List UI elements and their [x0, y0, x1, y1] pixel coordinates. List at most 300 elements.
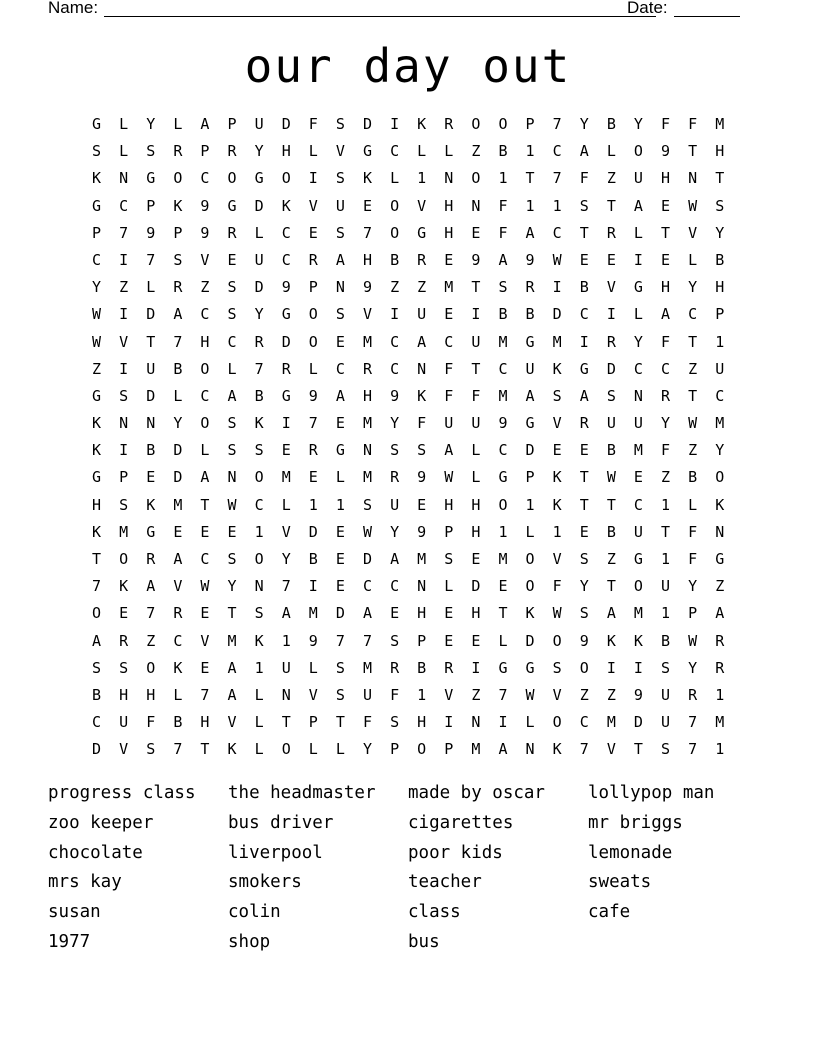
grid-letter[interactable]: 9 [308, 386, 318, 405]
grid-letter[interactable]: M [308, 604, 318, 623]
grid-letter[interactable]: Y [579, 115, 589, 133]
grid-letter[interactable]: M [444, 278, 454, 297]
grid-letter[interactable]: K [552, 468, 562, 487]
grid-letter[interactable]: 1 [254, 658, 264, 677]
grid-letter[interactable]: S [254, 441, 264, 460]
grid-letter[interactable]: D [146, 386, 156, 405]
grid-letter[interactable]: E [308, 223, 318, 242]
grid-letter[interactable]: S [254, 604, 264, 623]
grid-letter[interactable]: U [606, 414, 616, 433]
grid-letter[interactable]: M [633, 604, 643, 623]
grid-letter[interactable]: V [173, 577, 183, 596]
grid-letter[interactable]: R [173, 604, 183, 623]
grid-letter[interactable]: R [606, 332, 616, 351]
grid-letter[interactable]: S [362, 495, 372, 514]
grid-letter[interactable]: Z [606, 685, 616, 704]
grid-letter[interactable]: 9 [661, 142, 671, 161]
grid-letter[interactable]: D [281, 332, 291, 351]
grid-letter[interactable]: F [498, 196, 508, 215]
grid-letter[interactable]: M [119, 522, 129, 541]
grid-letter[interactable]: C [362, 577, 372, 596]
grid-letter[interactable]: V [688, 223, 698, 242]
grid-letter[interactable]: 7 [173, 332, 183, 351]
grid-letter[interactable]: V [606, 278, 616, 297]
grid-letter[interactable]: 7 [362, 223, 372, 242]
grid-letter[interactable]: P [688, 604, 698, 623]
grid-letter[interactable]: A [362, 604, 372, 623]
grid-letter[interactable]: P [92, 223, 102, 242]
grid-letter[interactable]: D [606, 359, 616, 378]
grid-letter[interactable]: G [92, 196, 102, 215]
grid-letter[interactable]: U [254, 115, 264, 133]
grid-letter[interactable]: D [471, 577, 481, 596]
grid-letter[interactable]: E [444, 604, 454, 623]
grid-letter[interactable]: G [417, 223, 427, 242]
grid-letter[interactable]: P [308, 278, 318, 297]
grid-letter[interactable]: U [633, 169, 643, 188]
grid-letter[interactable]: M [227, 631, 237, 650]
grid-letter[interactable]: R [173, 142, 183, 161]
grid-letter[interactable]: D [173, 468, 183, 487]
grid-letter[interactable]: Y [92, 278, 102, 297]
grid-letter[interactable]: 7 [119, 223, 129, 242]
grid-letter[interactable]: G [498, 468, 508, 487]
grid-letter[interactable]: O [200, 359, 210, 378]
grid-letter[interactable]: G [227, 196, 237, 215]
grid-letter[interactable]: E [335, 577, 345, 596]
grid-letter[interactable]: B [606, 115, 616, 133]
grid-letter[interactable]: P [200, 142, 210, 161]
grid-letter[interactable]: B [254, 386, 264, 405]
grid-letter[interactable]: O [146, 658, 156, 677]
grid-letter[interactable]: N [119, 414, 129, 433]
grid-letter[interactable]: 1 [498, 169, 508, 188]
grid-letter[interactable]: N [471, 196, 481, 215]
grid-letter[interactable]: F [362, 713, 372, 732]
grid-letter[interactable]: B [390, 250, 400, 269]
grid-letter[interactable]: R [688, 685, 698, 704]
grid-letter[interactable]: U [525, 359, 535, 378]
grid-letter[interactable]: V [335, 142, 345, 161]
grid-letter[interactable]: H [715, 278, 725, 297]
grid-letter[interactable]: Z [417, 278, 427, 297]
grid-letter[interactable]: Y [390, 522, 400, 541]
grid-letter[interactable]: E [200, 604, 210, 623]
grid-letter[interactable]: K [227, 740, 237, 759]
grid-letter[interactable]: A [146, 577, 156, 596]
grid-letter[interactable]: K [362, 169, 372, 188]
grid-letter[interactable]: A [715, 604, 725, 623]
grid-letter[interactable]: A [661, 305, 671, 324]
grid-letter[interactable]: O [227, 169, 237, 188]
grid-letter[interactable]: R [173, 278, 183, 297]
grid-letter[interactable]: U [661, 577, 671, 596]
grid-letter[interactable]: K [173, 196, 183, 215]
grid-letter[interactable]: F [146, 713, 156, 732]
grid-letter[interactable]: M [173, 495, 183, 514]
grid-letter[interactable]: W [525, 685, 535, 704]
grid-letter[interactable]: S [335, 223, 345, 242]
grid-letter[interactable]: V [119, 332, 129, 351]
grid-letter[interactable]: Z [200, 278, 210, 297]
grid-letter[interactable]: 7 [254, 359, 264, 378]
grid-letter[interactable]: Z [715, 577, 725, 596]
grid-letter[interactable]: Y [661, 414, 671, 433]
grid-letter[interactable]: U [633, 414, 643, 433]
grid-letter[interactable]: H [471, 495, 481, 514]
grid-letter[interactable]: I [606, 305, 616, 324]
grid-letter[interactable]: C [254, 495, 264, 514]
grid-letter[interactable]: C [200, 550, 210, 568]
grid-letter[interactable]: E [417, 495, 427, 514]
grid-letter[interactable]: K [146, 495, 156, 514]
grid-letter[interactable]: Z [579, 685, 589, 704]
grid-letter[interactable]: E [227, 250, 237, 269]
grid-letter[interactable]: N [227, 468, 237, 487]
grid-letter[interactable]: R [308, 441, 318, 460]
grid-letter[interactable]: O [281, 169, 291, 188]
grid-letter[interactable]: L [633, 305, 643, 324]
grid-letter[interactable]: 1 [661, 604, 671, 623]
grid-letter[interactable]: C [661, 359, 671, 378]
grid-letter[interactable]: T [335, 713, 345, 732]
grid-letter[interactable]: H [281, 142, 291, 161]
grid-letter[interactable]: 1 [552, 196, 562, 215]
grid-letter[interactable]: Y [390, 414, 400, 433]
grid-letter[interactable]: R [227, 223, 237, 242]
grid-letter[interactable]: N [417, 359, 427, 378]
grid-letter[interactable]: 7 [146, 250, 156, 269]
grid-letter[interactable]: 9 [498, 414, 508, 433]
grid-letter[interactable]: Z [688, 441, 698, 460]
grid-letter[interactable]: U [146, 359, 156, 378]
grid-letter[interactable]: U [417, 305, 427, 324]
grid-letter[interactable]: E [579, 441, 589, 460]
grid-letter[interactable]: C [173, 631, 183, 650]
grid-letter[interactable]: Y [688, 658, 698, 677]
grid-letter[interactable]: I [579, 332, 589, 351]
grid-letter[interactable]: E [335, 550, 345, 568]
grid-letter[interactable]: I [498, 713, 508, 732]
grid-letter[interactable]: R [661, 386, 671, 405]
grid-letter[interactable]: O [173, 169, 183, 188]
grid-letter[interactable]: F [661, 441, 671, 460]
grid-letter[interactable]: S [417, 441, 427, 460]
grid-letter[interactable]: 1 [525, 495, 535, 514]
grid-letter[interactable]: Y [715, 441, 725, 460]
grid-letter[interactable]: F [661, 332, 671, 351]
grid-letter[interactable]: F [552, 577, 562, 596]
grid-letter[interactable]: V [308, 685, 318, 704]
grid-letter[interactable]: Z [471, 685, 481, 704]
grid-letter[interactable]: R [362, 359, 372, 378]
grid-letter[interactable]: T [606, 196, 616, 215]
grid-letter[interactable]: B [715, 250, 725, 269]
grid-letter[interactable]: F [688, 115, 698, 133]
grid-letter[interactable]: A [200, 115, 210, 133]
grid-letter[interactable]: R [281, 359, 291, 378]
grid-letter[interactable]: I [390, 305, 400, 324]
grid-letter[interactable]: I [119, 305, 129, 324]
grid-letter[interactable]: G [633, 550, 643, 568]
grid-letter[interactable]: E [335, 332, 345, 351]
grid-letter[interactable]: 7 [688, 713, 698, 732]
grid-letter[interactable]: D [254, 278, 264, 297]
grid-letter[interactable]: Y [254, 305, 264, 324]
grid-letter[interactable]: D [281, 115, 291, 133]
grid-letter[interactable]: K [92, 441, 102, 460]
grid-letter[interactable]: S [227, 550, 237, 568]
grid-letter[interactable]: G [579, 359, 589, 378]
grid-letter[interactable]: O [633, 577, 643, 596]
grid-letter[interactable]: M [715, 115, 725, 133]
grid-letter[interactable]: V [308, 196, 318, 215]
grid-letter[interactable]: 7 [200, 685, 210, 704]
grid-letter[interactable]: O [552, 713, 562, 732]
grid-letter[interactable]: U [471, 332, 481, 351]
grid-letter[interactable]: 1 [552, 522, 562, 541]
grid-letter[interactable]: M [417, 550, 427, 568]
grid-letter[interactable]: A [335, 386, 345, 405]
grid-letter[interactable]: H [146, 685, 156, 704]
grid-letter[interactable]: F [444, 359, 454, 378]
grid-letter[interactable]: Z [471, 142, 481, 161]
grid-letter[interactable]: P [146, 196, 156, 215]
grid-letter[interactable]: B [498, 305, 508, 324]
grid-letter[interactable]: A [525, 223, 535, 242]
grid-letter[interactable]: H [119, 685, 129, 704]
grid-letter[interactable]: 1 [661, 495, 671, 514]
grid-letter[interactable]: T [661, 522, 671, 541]
grid-letter[interactable]: S [227, 441, 237, 460]
grid-letter[interactable]: K [92, 414, 102, 433]
grid-letter[interactable]: G [92, 115, 102, 133]
grid-letter[interactable]: G [525, 414, 535, 433]
grid-letter[interactable]: S [390, 441, 400, 460]
grid-letter[interactable]: T [92, 550, 102, 568]
grid-letter[interactable]: K [92, 169, 102, 188]
grid-letter[interactable]: C [200, 169, 210, 188]
grid-letter[interactable]: E [200, 522, 210, 541]
grid-letter[interactable]: A [227, 685, 237, 704]
grid-letter[interactable]: 9 [417, 522, 427, 541]
grid-letter[interactable]: C [579, 305, 589, 324]
grid-letter[interactable]: I [471, 658, 481, 677]
grid-letter[interactable]: N [146, 414, 156, 433]
grid-letter[interactable]: O [417, 740, 427, 759]
grid-letter[interactable]: S [173, 250, 183, 269]
grid-letter[interactable]: O [390, 223, 400, 242]
grid-letter[interactable]: L [498, 631, 508, 650]
grid-letter[interactable]: H [715, 142, 725, 161]
grid-letter[interactable]: I [308, 169, 318, 188]
grid-letter[interactable]: U [362, 685, 372, 704]
grid-letter[interactable]: 1 [715, 685, 725, 704]
grid-letter[interactable]: T [281, 713, 291, 732]
grid-letter[interactable]: S [335, 305, 345, 324]
grid-letter[interactable]: A [579, 386, 589, 405]
grid-letter[interactable]: 1 [715, 740, 725, 759]
grid-letter[interactable]: S [579, 604, 589, 623]
grid-letter[interactable]: H [417, 713, 427, 732]
grid-letter[interactable]: S [390, 631, 400, 650]
grid-letter[interactable]: P [390, 740, 400, 759]
grid-letter[interactable]: L [390, 169, 400, 188]
grid-letter[interactable]: K [715, 495, 725, 514]
grid-letter[interactable]: G [92, 386, 102, 405]
grid-letter[interactable]: D [308, 522, 318, 541]
grid-letter[interactable]: Z [688, 359, 698, 378]
grid-letter[interactable]: C [579, 713, 589, 732]
grid-letter[interactable]: F [579, 169, 589, 188]
grid-letter[interactable]: C [552, 223, 562, 242]
grid-letter[interactable]: V [200, 631, 210, 650]
grid-letter[interactable]: O [715, 468, 725, 487]
grid-letter[interactable]: L [173, 115, 183, 133]
grid-letter[interactable]: K [552, 740, 562, 759]
grid-letter[interactable]: 9 [200, 223, 210, 242]
grid-letter[interactable]: P [227, 115, 237, 133]
grid-letter[interactable]: W [92, 332, 102, 351]
grid-letter[interactable]: U [444, 414, 454, 433]
grid-letter[interactable]: D [525, 631, 535, 650]
grid-letter[interactable]: L [227, 359, 237, 378]
grid-letter[interactable]: 9 [390, 386, 400, 405]
grid-letter[interactable]: T [688, 386, 698, 405]
grid-letter[interactable]: V [200, 250, 210, 269]
grid-letter[interactable]: A [92, 631, 102, 650]
grid-letter[interactable]: W [362, 522, 372, 541]
grid-letter[interactable]: S [119, 658, 129, 677]
grid-letter[interactable]: R [444, 658, 454, 677]
grid-letter[interactable]: T [715, 169, 725, 188]
grid-letter[interactable]: 1 [715, 332, 725, 351]
grid-letter[interactable]: C [390, 359, 400, 378]
grid-letter[interactable]: L [335, 740, 345, 759]
grid-letter[interactable]: A [579, 142, 589, 161]
grid-letter[interactable]: M [633, 441, 643, 460]
grid-letter[interactable]: 7 [362, 631, 372, 650]
grid-letter[interactable]: F [471, 386, 481, 405]
grid-letter[interactable]: S [227, 305, 237, 324]
grid-letter[interactable]: Z [661, 468, 671, 487]
grid-letter[interactable]: P [444, 740, 454, 759]
grid-letter[interactable]: K [173, 658, 183, 677]
grid-letter[interactable]: N [444, 169, 454, 188]
grid-letter[interactable]: C [227, 332, 237, 351]
grid-letter[interactable]: A [200, 468, 210, 487]
grid-letter[interactable]: 9 [281, 278, 291, 297]
grid-letter[interactable]: U [119, 713, 129, 732]
grid-letter[interactable]: N [335, 278, 345, 297]
grid-letter[interactable]: C [119, 196, 129, 215]
grid-letter[interactable]: I [444, 713, 454, 732]
grid-letter[interactable]: L [146, 278, 156, 297]
grid-letter[interactable]: K [254, 414, 264, 433]
grid-letter[interactable]: N [715, 522, 725, 541]
grid-letter[interactable]: U [254, 250, 264, 269]
grid-letter[interactable]: T [579, 495, 589, 514]
grid-letter[interactable]: Y [715, 223, 725, 242]
grid-letter[interactable]: Y [227, 577, 237, 596]
grid-letter[interactable]: S [715, 196, 725, 215]
grid-letter[interactable]: S [119, 495, 129, 514]
grid-letter[interactable]: T [606, 577, 616, 596]
grid-letter[interactable]: N [471, 713, 481, 732]
grid-letter[interactable]: O [498, 115, 508, 133]
grid-letter[interactable]: D [92, 740, 102, 759]
grid-letter[interactable]: T [200, 740, 210, 759]
grid-letter[interactable]: G [498, 658, 508, 677]
grid-letter[interactable]: H [471, 604, 481, 623]
grid-letter[interactable]: K [417, 386, 427, 405]
grid-letter[interactable]: E [471, 550, 481, 568]
grid-letter[interactable]: V [417, 196, 427, 215]
grid-letter[interactable]: 1 [417, 685, 427, 704]
grid-letter[interactable]: L [254, 740, 264, 759]
grid-letter[interactable]: L [633, 223, 643, 242]
grid-letter[interactable]: S [390, 713, 400, 732]
grid-letter[interactable]: 9 [525, 250, 535, 269]
grid-letter[interactable]: Y [688, 278, 698, 297]
grid-letter[interactable]: 9 [633, 685, 643, 704]
grid-letter[interactable]: I [633, 250, 643, 269]
grid-letter[interactable]: G [362, 142, 372, 161]
grid-letter[interactable]: C [335, 359, 345, 378]
grid-letter[interactable]: F [661, 115, 671, 133]
grid-letter[interactable]: E [281, 441, 291, 460]
grid-letter[interactable]: L [254, 685, 264, 704]
grid-letter[interactable]: I [119, 359, 129, 378]
grid-letter[interactable]: O [471, 169, 481, 188]
grid-letter[interactable]: I [633, 658, 643, 677]
grid-letter[interactable]: R [254, 332, 264, 351]
grid-letter[interactable]: S [661, 658, 671, 677]
grid-letter[interactable]: K [254, 631, 264, 650]
grid-letter[interactable]: A [227, 658, 237, 677]
grid-letter[interactable]: Z [92, 359, 102, 378]
grid-letter[interactable]: O [254, 550, 264, 568]
grid-letter[interactable]: O [525, 550, 535, 568]
grid-letter[interactable]: S [227, 278, 237, 297]
grid-letter[interactable]: A [173, 305, 183, 324]
grid-letter[interactable]: 1 [661, 550, 671, 568]
grid-letter[interactable]: E [579, 522, 589, 541]
grid-letter[interactable]: E [335, 414, 345, 433]
grid-letter[interactable]: Z [390, 278, 400, 297]
grid-letter[interactable]: Y [146, 115, 156, 133]
grid-letter[interactable]: 7 [92, 577, 102, 596]
grid-letter[interactable]: B [688, 468, 698, 487]
grid-letter[interactable]: D [146, 305, 156, 324]
grid-letter[interactable]: B [606, 441, 616, 460]
grid-letter[interactable]: K [417, 115, 427, 133]
grid-letter[interactable]: O [92, 604, 102, 623]
grid-letter[interactable]: F [444, 386, 454, 405]
grid-letter[interactable]: O [200, 414, 210, 433]
grid-letter[interactable]: L [308, 359, 318, 378]
grid-letter[interactable]: S [661, 740, 671, 759]
grid-letter[interactable]: U [715, 359, 725, 378]
grid-letter[interactable]: L [335, 468, 345, 487]
grid-letter[interactable]: G [281, 305, 291, 324]
grid-letter[interactable]: G [525, 332, 535, 351]
grid-letter[interactable]: I [119, 250, 129, 269]
grid-letter[interactable]: 9 [417, 468, 427, 487]
grid-letter[interactable]: I [552, 278, 562, 297]
grid-letter[interactable]: G [335, 441, 345, 460]
grid-letter[interactable]: P [525, 468, 535, 487]
